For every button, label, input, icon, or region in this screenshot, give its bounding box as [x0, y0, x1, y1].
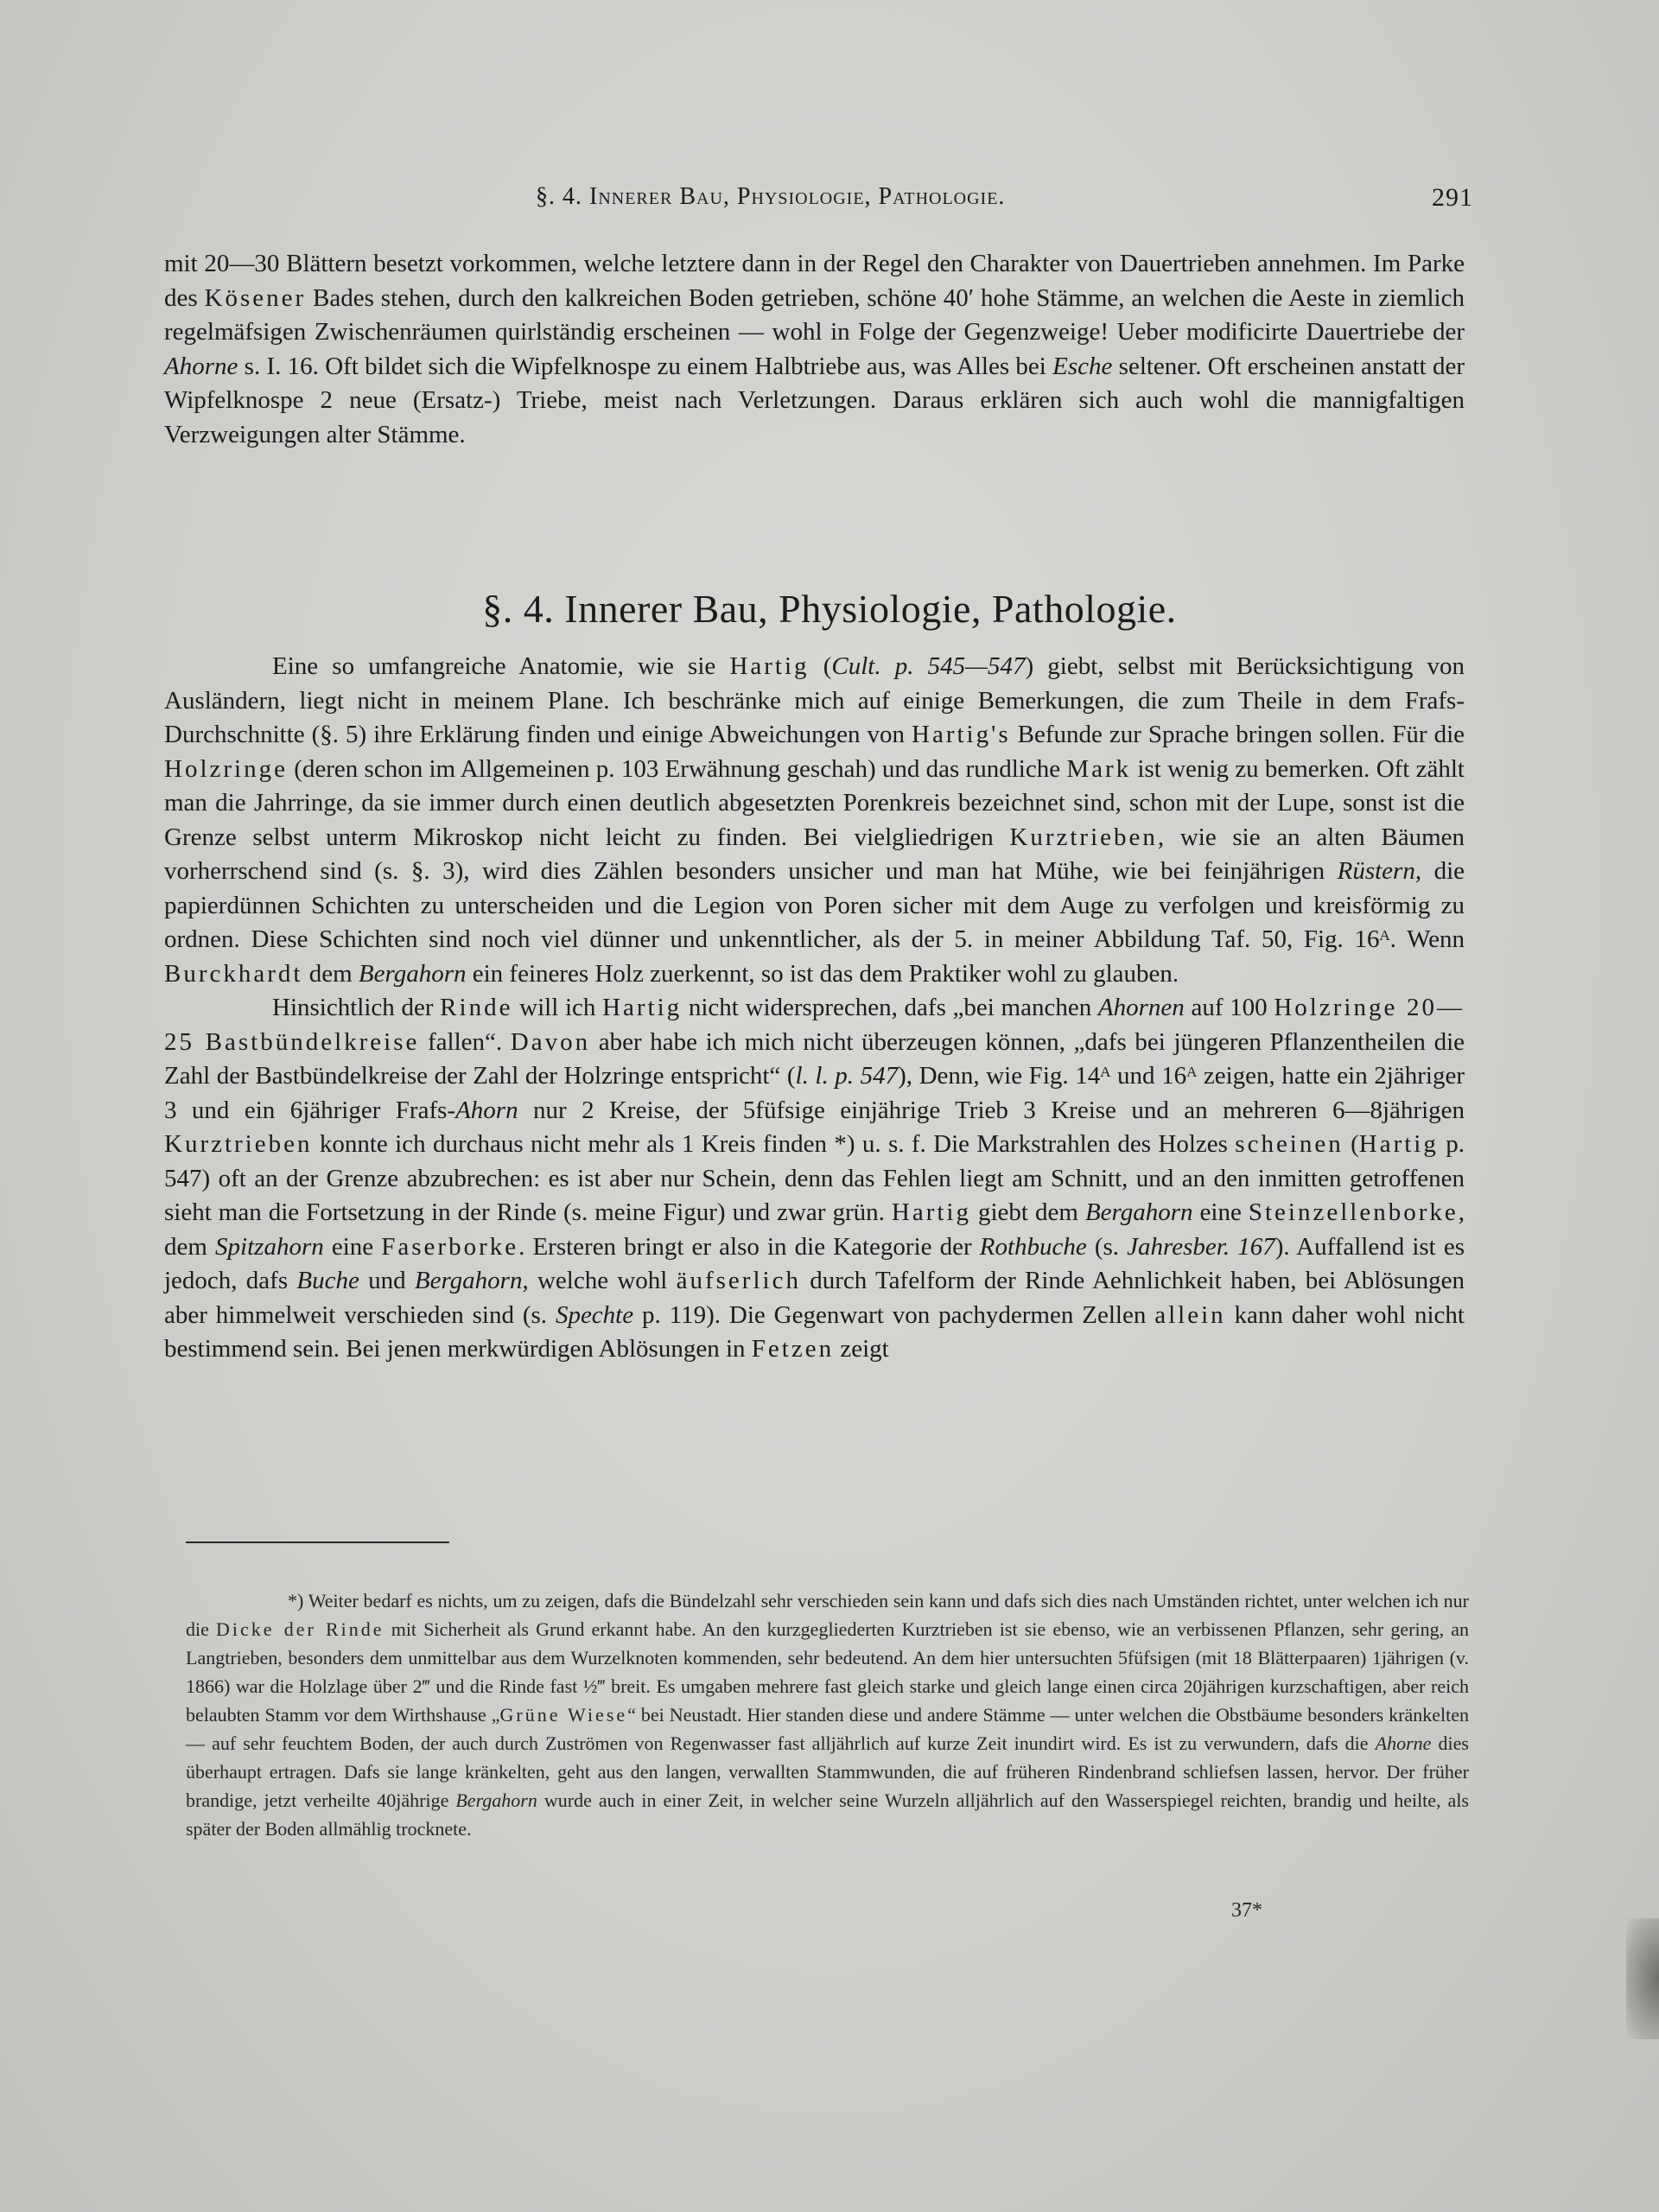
text-run: ist wenig zu bemerken. Oft zählt man die Jahrringe, da sie immer durch einen deutlich abgesetzten Porenkreis bezeichnet sind, schon mit der Lupe, sonst ist die Grenze selbst unterm Mikroskop nicht leicht zu finden. Bei vielgliedrigen: [164, 754, 1465, 851]
text-run-italic: Bergahorn,: [414, 1267, 529, 1294]
paragraph-anatomy: [164, 650, 1465, 991]
text-run-spaced: Faserborke: [381, 1232, 519, 1261]
text-run: ). Auffallend ist es jedoch, dafs: [164, 1232, 1465, 1294]
text-run-spaced: Kösener: [204, 283, 307, 312]
text-run: (: [1343, 1130, 1359, 1158]
text-run: fallen“.: [419, 1027, 511, 1056]
text-run: dem: [302, 959, 359, 988]
intro-paragraph: [164, 247, 1465, 452]
text-run: giebt dem: [970, 1198, 1085, 1226]
text-run: (: [809, 652, 832, 680]
text-run: Hinsichtlich der: [272, 994, 441, 1021]
text-run: nicht widersprechen, dafs „bei manchen: [682, 994, 1098, 1021]
footnote: [186, 1586, 1469, 1843]
text-run-spaced: Hartig: [729, 652, 810, 680]
text-run-italic: Spechte: [555, 1300, 634, 1329]
text-run: Bades stehen, durch den kalkreichen Boden getrieben, schöne 40′ hohe Stämme, an welchen die Aeste in ziemlich regelmäfsigen Zwischenräumen quirlständig erscheinen — wohl in Folge der Gegenzweige! Ueber modificirte Dauertriebe der: [164, 283, 1465, 346]
text-run-spaced: Davon: [510, 1027, 591, 1056]
text-run: kann daher wohl nicht bestimmend sein. Bei jenen merkwürdigen Ablösungen in: [164, 1300, 1465, 1363]
text-run: mit 20—30 Blättern besetzt vorkommen, welche letztere dann in der Regel den Charakter von Dauertrieben annehmen. Im Parke des: [164, 250, 1465, 312]
text-run: durch Tafelform der Rinde Aehnlichkeit haben, bei Ablösungen aber himmelweit verschieden sind (s.: [164, 1267, 1465, 1329]
text-run: dies überhaupt ertragen. Dafs sie lange kränkelten, geht aus den langen, verwallten Stammwunden, die auf früheren Rindenbrand schliefsen lassen, hervor. Der früher brandige, jetzt verheilte 40jährige: [186, 1732, 1469, 1811]
footnote-divider: [186, 1541, 449, 1543]
text-run: eine: [1192, 1198, 1249, 1226]
text-run-spaced: Holzringe: [164, 754, 288, 783]
text-run-spaced: allein: [1154, 1300, 1226, 1329]
text-run: konnte ich durchaus nicht mehr als 1 Kreis finden *) u. s. f. Die Markstrahlen des Holzes: [312, 1130, 1236, 1158]
text-run: seltener. Oft erscheinen anstatt der Wipfelknospe 2 neue (Ersatz-) Triebe, meist nach Verletzungen. Daraus erklären sich auch wohl die mannigfaltigen Verzweigungen alter Stämme.: [164, 352, 1465, 448]
text-run: “ bei Neustadt. Hier standen diese und andere Stämme — unter welchen die Obstbäume besonders kränkelten — auf sehr feuchtem Boden, der auch durch Zuströmen von Regenwasser fast alljährlich auf kurze Zeit inundirt wird. Es ist zu verwundern, dafs die: [186, 1704, 1470, 1754]
text-run: ) giebt, selbst mit Berücksichtigung von Ausländern, liegt nicht in meinem Plane. Ich beschränke mich auf einige Bemerkungen, die zum Theile in dem Frafs-Durchschnitte (§. 5) ihre Erklärung finden und einige Abweichungen von: [164, 652, 1465, 748]
text-run-italic: Bergahorn: [1084, 1198, 1193, 1226]
body-text: [164, 650, 1465, 1367]
text-run-italic: Ahorne: [1375, 1732, 1432, 1754]
text-run-spaced: Rinde: [440, 994, 513, 1021]
text-run-spaced: Hartig: [891, 1198, 971, 1226]
page-number: 291: [1432, 183, 1473, 212]
text-run-spaced: Kurztrieben: [164, 1130, 313, 1158]
text-run-italic: Ahornen: [1097, 994, 1185, 1021]
text-run: p. 547) oft an der Grenze abzubrechen: es ist aber nur Schein, denn das Fehlen liegt am Schnitt, und an den inmitten getroffenen sieht man die Fortsetzung in der Rinde (s. meine Figur) und zwar grün.: [164, 1130, 1465, 1226]
text-run: und: [359, 1267, 415, 1294]
text-run-italic: Cult. p. 545—547: [831, 652, 1026, 680]
page-edge-stain: [1626, 1918, 1659, 2039]
text-run-italic: Bergahorn: [358, 959, 467, 988]
section-heading: §. 4. Innerer Bau, Physiologie, Pathologie.: [482, 587, 1177, 631]
text-run: eine: [323, 1232, 382, 1261]
text-run-italic: Ahorn: [455, 1096, 518, 1124]
text-run-italic: Esche: [1052, 352, 1113, 380]
text-run-spaced: Hartig: [602, 994, 683, 1021]
text-run-spaced: Fetzen: [751, 1335, 835, 1363]
text-run-spaced: Mark: [1066, 754, 1132, 783]
text-run-italic: Ahorne: [164, 352, 238, 380]
text-run: aber habe ich mich nicht überzeugen können, „dafs bei jüngeren Pflanzentheilen die Zahl der Bastbündelkreise der Zahl der Holzringe entspricht“ (: [164, 1027, 1465, 1090]
text-run-spaced: Kurztrieben: [1009, 823, 1158, 851]
text-run: Befunde zur Sprache bringen sollen. Für die: [1010, 721, 1465, 748]
text-run-spaced: Burckhardt: [164, 959, 303, 988]
text-run-spaced: scheinen: [1235, 1130, 1344, 1158]
printer-signature: 37*: [1231, 1899, 1262, 1922]
text-run: , wie sie an alten Bäumen vorherrschend sind (s. §. 3), wird dies Zählen besonders unsicher und man hat Mühe, wie bei feinjährigen: [164, 823, 1465, 885]
text-run-italic: Buche: [296, 1267, 359, 1294]
text-run-italic: Bergahorn: [455, 1789, 537, 1811]
text-run: will ich: [512, 994, 603, 1021]
text-run-italic: Jahresber. 167: [1127, 1232, 1275, 1261]
text-run-italic: Spitzahorn: [215, 1232, 324, 1261]
running-title: §. 4. Innerer Bau, Physiologie, Pathologie.: [536, 183, 1006, 210]
text-run: ein feineres Holz zuerkennt, so ist das dem Praktiker wohl zu glauben.: [466, 959, 1179, 988]
text-run: nur 2 Kreise, der 5füfsige einjährige Trieb 3 Kreise und an mehreren 6—8jährigen: [518, 1096, 1465, 1124]
text-run: Eine so umfangreiche Anatomie, wie sie: [272, 652, 730, 680]
text-run-spaced: Hartig's: [912, 721, 1011, 748]
text-run-italic: Rüstern,: [1337, 857, 1422, 885]
text-run: s. I. 16. Oft bildet sich die Wipfelknospe zu einem Halbtriebe aus, was Alles bei: [238, 352, 1053, 380]
text-run: , dem: [164, 1198, 1465, 1261]
text-run: (deren schon im Allgemeinen p. 103 Erwähnung geschah) und das rundliche: [287, 754, 1067, 783]
text-run-spaced: Grüne Wiese: [499, 1704, 628, 1726]
text-run: die papierdünnen Schichten zu unterscheiden und die Legion von Poren sicher mit dem Auge zu verfolgen und kreisförmig zu ordnen. Diese Schichten sind noch viel dünner und unkenntlicher, als der 5. in meiner Abbildung Taf. 50, Fig. 16ᴬ. Wenn: [164, 857, 1465, 953]
text-run: welche wohl: [528, 1267, 677, 1294]
text-run: p. 119). Die Gegenwart von pachydermen Zellen: [633, 1300, 1155, 1329]
text-run: (s.: [1086, 1232, 1128, 1261]
text-run: mit Sicherheit als Grund erkannt habe. An den kurzgegliederten Kurztrieben ist sie ebenso, wie an verbissenen Pflanzen, sehr gering, an Langtrieben, besonders dem unmittelbar aus dem Wurzelknoten kommenden, sehr bedeutend. An dem hier untersuchten 5füfsigen (mit 18 Blätterpaaren) 1jährigen (v. 1866) war die Holzlage über 2‴ und die Rinde fast ½‴ breit. Es umgaben mehrere fast gleich starke und gleich lange einen circa 20jährigen kurzschaftigen, aber reich belaubten Stamm vor dem Wirthshause „: [186, 1618, 1470, 1726]
text-run-spaced: Hartig: [1358, 1130, 1439, 1158]
text-run-italic: l. l. p. 547: [795, 1062, 899, 1090]
text-run-spaced: Dicke der Rinde: [216, 1618, 385, 1640]
text-run: zeigt: [834, 1335, 889, 1363]
text-run-spaced: Steinzellenborke: [1248, 1198, 1459, 1226]
running-header: [177, 180, 1473, 218]
text-run: . Ersteren bringt er also in die Kategorie der: [518, 1232, 980, 1261]
text-run: ), Denn, wie Fig. 14ᴬ und 16ᴬ zeigen, hatte ein 2jähriger 3 und ein 6jähriger Frafs-: [164, 1062, 1465, 1124]
text-run: wurde auch in einer Zeit, in welcher seine Wurzeln alljährlich auf den Wasserspiegel reichten, brandig und heilte, als später der Boden allmählig trocknete.: [186, 1789, 1469, 1840]
text-run-italic: Rothbuche: [979, 1232, 1087, 1261]
paragraph-bark: [164, 991, 1465, 1367]
text-run: *) Weiter bedarf es nichts, um zu zeigen, dafs die Bündelzahl sehr verschieden sein kann und dafs sich dies nach Umständen richtet, unter welchen ich nur die: [186, 1590, 1469, 1640]
text-run-spaced: Holzringe 20—25 Bastbündelkreise: [164, 994, 1465, 1056]
text-run-spaced: äufserlich: [676, 1267, 801, 1294]
text-run: auf 100: [1184, 994, 1274, 1021]
